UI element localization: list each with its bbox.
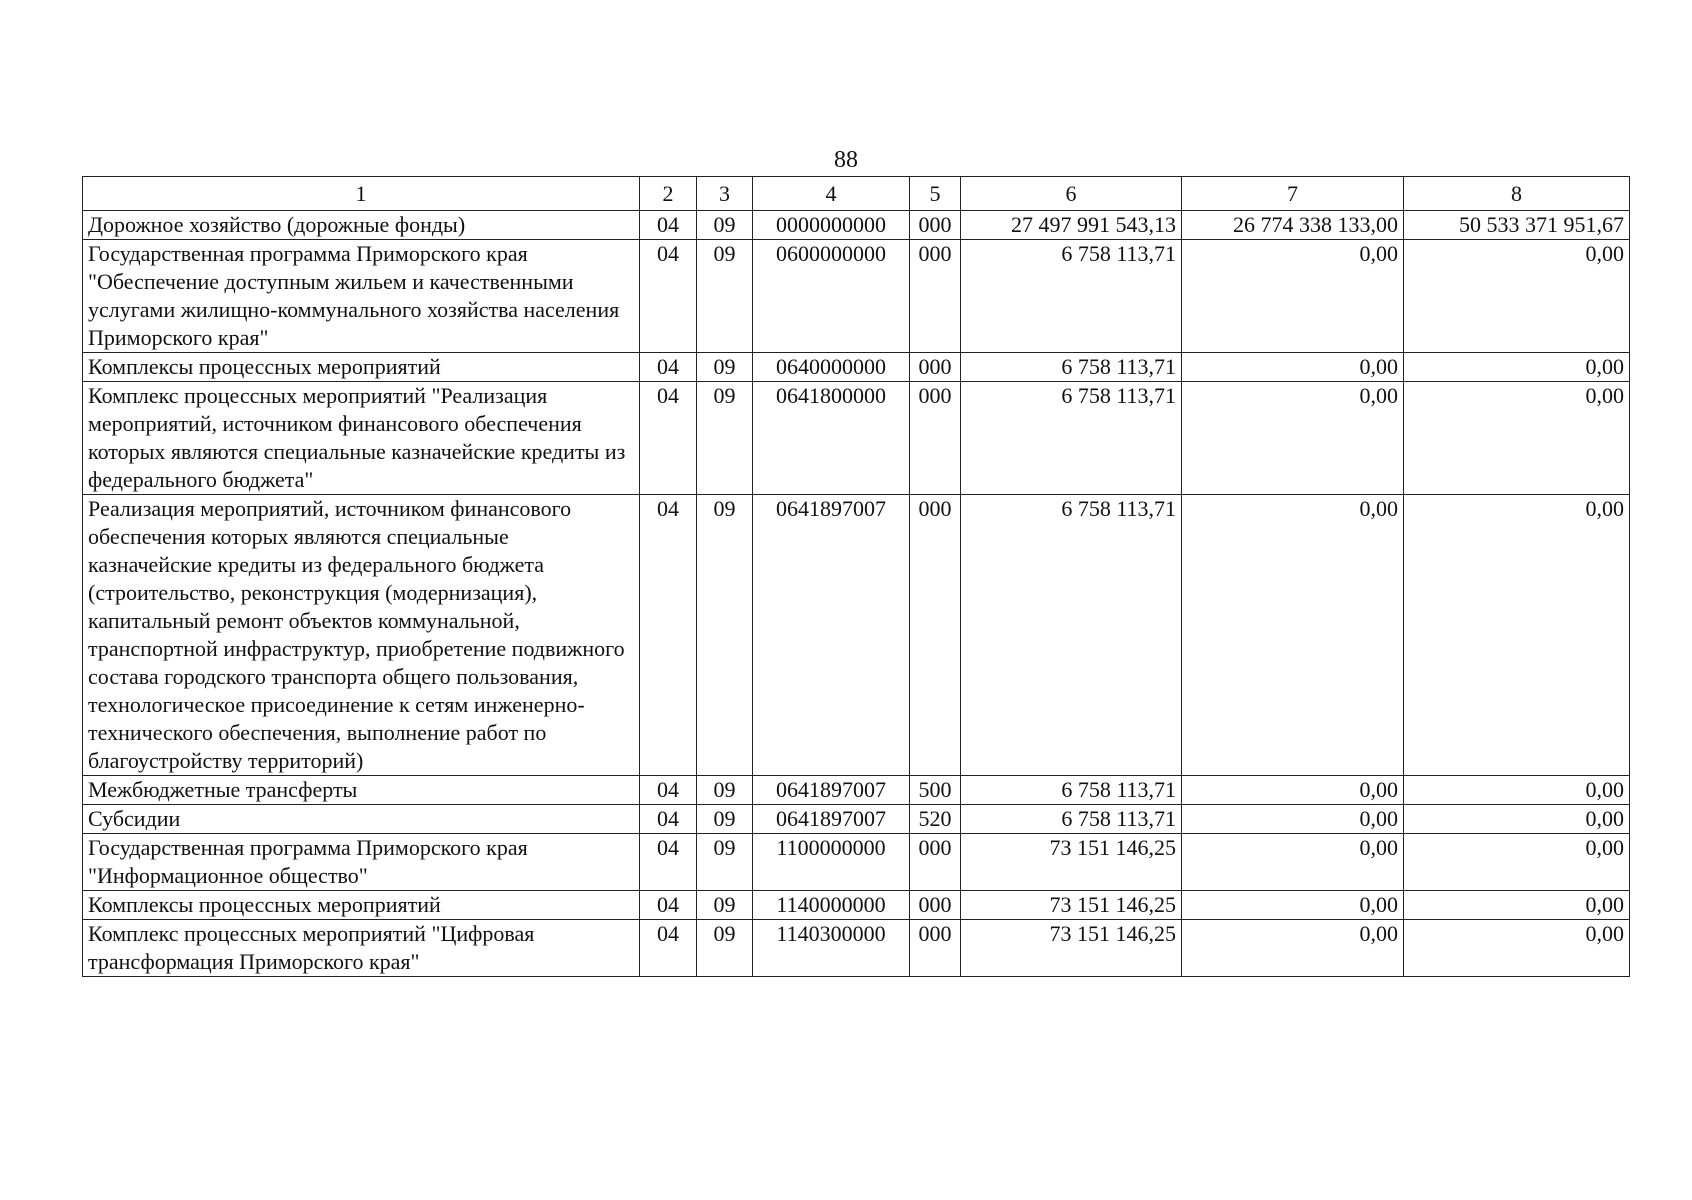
table-row xyxy=(83,920,1630,977)
expense-type-code: 000 xyxy=(910,891,961,920)
row-name: Комплексы процессных мероприятий xyxy=(83,891,640,920)
budget-table xyxy=(82,176,1630,977)
section-code: 04 xyxy=(640,834,697,891)
expense-type-code: 000 xyxy=(910,382,961,495)
table-row xyxy=(83,240,1630,353)
subsection-code: 09 xyxy=(697,495,753,776)
amount-col6: 6 758 113,71 xyxy=(961,495,1182,776)
table-row xyxy=(83,495,1630,776)
section-code: 04 xyxy=(640,805,697,834)
subsection-code: 09 xyxy=(697,211,753,240)
target-code: 0641897007 xyxy=(753,495,910,776)
target-code: 0000000000 xyxy=(753,211,910,240)
header-row xyxy=(83,177,1630,211)
table-row xyxy=(83,382,1630,495)
subsection-code: 09 xyxy=(697,382,753,495)
amount-col6: 6 758 113,71 xyxy=(961,382,1182,495)
table-row xyxy=(83,805,1630,834)
amount-col8: 50 533 371 951,67 xyxy=(1404,211,1630,240)
table-row xyxy=(83,891,1630,920)
expense-type-code: 000 xyxy=(910,495,961,776)
target-code: 1100000000 xyxy=(753,834,910,891)
amount-col7: 0,00 xyxy=(1182,834,1404,891)
expense-type-code: 520 xyxy=(910,805,961,834)
row-name: Комплекс процессных мероприятий "Реализация мероприятий, источником финансового обеспечения которых являются специальные казначейские кредиты из федерального бюджета" xyxy=(83,382,640,495)
amount-col7: 0,00 xyxy=(1182,891,1404,920)
amount-col6: 6 758 113,71 xyxy=(961,240,1182,353)
amount-col8: 0,00 xyxy=(1404,240,1630,353)
section-code: 04 xyxy=(640,382,697,495)
amount-col7: 0,00 xyxy=(1182,353,1404,382)
amount-col6: 73 151 146,25 xyxy=(961,891,1182,920)
subsection-code: 09 xyxy=(697,776,753,805)
page-number: 88 xyxy=(834,147,858,173)
section-code: 04 xyxy=(640,920,697,977)
amount-col7: 0,00 xyxy=(1182,920,1404,977)
amount-col8: 0,00 xyxy=(1404,353,1630,382)
target-code: 1140000000 xyxy=(753,891,910,920)
row-name: Дорожное хозяйство (дорожные фонды) xyxy=(83,211,640,240)
subsection-code: 09 xyxy=(697,920,753,977)
expense-type-code: 000 xyxy=(910,834,961,891)
amount-col7: 0,00 xyxy=(1182,240,1404,353)
target-code: 0600000000 xyxy=(753,240,910,353)
expense-type-code: 000 xyxy=(910,240,961,353)
amount-col7: 0,00 xyxy=(1182,495,1404,776)
amount-col6: 6 758 113,71 xyxy=(961,805,1182,834)
amount-col6: 27 497 991 543,13 xyxy=(961,211,1182,240)
target-code: 0641800000 xyxy=(753,382,910,495)
section-code: 04 xyxy=(640,891,697,920)
row-name: Субсидии xyxy=(83,805,640,834)
column-header: 3 xyxy=(697,177,753,211)
amount-col7: 0,00 xyxy=(1182,776,1404,805)
column-header: 6 xyxy=(961,177,1182,211)
amount-col7: 26 774 338 133,00 xyxy=(1182,211,1404,240)
amount-col6: 73 151 146,25 xyxy=(961,834,1182,891)
amount-col8: 0,00 xyxy=(1404,495,1630,776)
row-name: Реализация мероприятий, источником финансового обеспечения которых являются специальные казначейские кредиты из федерального бюджета (строительство, реконструкция (модернизация), капитальный ремонт объектов коммунальной, транспортной инфраструктур, приобретение подвижного состава городского транспорта общего пользования, технологическое присоединение к сетям инженерно-технического обеспечения, выполнение работ по благоустройству территорий) xyxy=(83,495,640,776)
subsection-code: 09 xyxy=(697,805,753,834)
section-code: 04 xyxy=(640,353,697,382)
amount-col8: 0,00 xyxy=(1404,834,1630,891)
subsection-code: 09 xyxy=(697,240,753,353)
amount-col6: 6 758 113,71 xyxy=(961,353,1182,382)
table-row xyxy=(83,834,1630,891)
amount-col6: 73 151 146,25 xyxy=(961,920,1182,977)
amount-col8: 0,00 xyxy=(1404,920,1630,977)
target-code: 0640000000 xyxy=(753,353,910,382)
section-code: 04 xyxy=(640,495,697,776)
column-header: 5 xyxy=(910,177,961,211)
column-header: 1 xyxy=(83,177,640,211)
column-header: 2 xyxy=(640,177,697,211)
amount-col6: 6 758 113,71 xyxy=(961,776,1182,805)
expense-type-code: 000 xyxy=(910,211,961,240)
target-code: 1140300000 xyxy=(753,920,910,977)
amount-col8: 0,00 xyxy=(1404,805,1630,834)
table-row xyxy=(83,211,1630,240)
amount-col8: 0,00 xyxy=(1404,776,1630,805)
column-header: 7 xyxy=(1182,177,1404,211)
amount-col8: 0,00 xyxy=(1404,382,1630,495)
subsection-code: 09 xyxy=(697,353,753,382)
expense-type-code: 000 xyxy=(910,353,961,382)
subsection-code: 09 xyxy=(697,891,753,920)
row-name: Государственная программа Приморского края "Обеспечение доступным жильем и качественными услугами жилищно-коммунального хозяйства населения Приморского края" xyxy=(83,240,640,353)
target-code: 0641897007 xyxy=(753,776,910,805)
section-code: 04 xyxy=(640,776,697,805)
section-code: 04 xyxy=(640,240,697,353)
target-code: 0641897007 xyxy=(753,805,910,834)
amount-col7: 0,00 xyxy=(1182,382,1404,495)
column-header: 8 xyxy=(1404,177,1630,211)
row-name: Комплекс процессных мероприятий "Цифровая трансформация Приморского края" xyxy=(83,920,640,977)
section-code: 04 xyxy=(640,211,697,240)
row-name: Межбюджетные трансферты xyxy=(83,776,640,805)
expense-type-code: 500 xyxy=(910,776,961,805)
row-name: Комплексы процессных мероприятий xyxy=(83,353,640,382)
table-row xyxy=(83,353,1630,382)
table-row xyxy=(83,776,1630,805)
column-header: 4 xyxy=(753,177,910,211)
amount-col8: 0,00 xyxy=(1404,891,1630,920)
expense-type-code: 000 xyxy=(910,920,961,977)
subsection-code: 09 xyxy=(697,834,753,891)
row-name: Государственная программа Приморского края "Информационное общество" xyxy=(83,834,640,891)
amount-col7: 0,00 xyxy=(1182,805,1404,834)
